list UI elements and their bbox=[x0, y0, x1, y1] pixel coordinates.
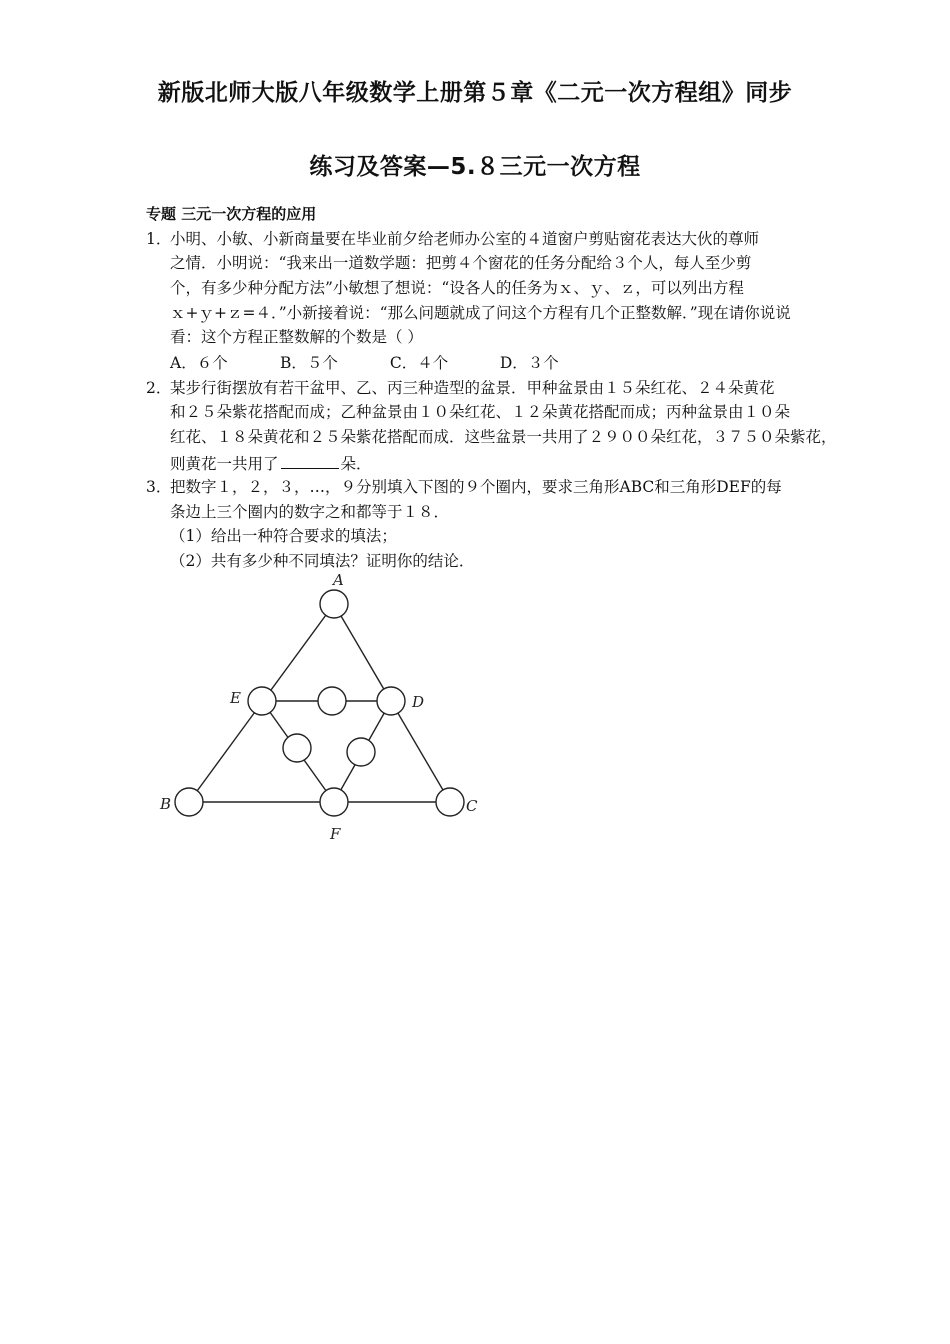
q1-option-d: D．３个 bbox=[499, 354, 559, 372]
q3-line-1: 把数字１，２，３，…，９分别填入下图的９个圈内，要求三角形ABC和三角形DEF的每 bbox=[170, 478, 782, 496]
q1-line-3: 个，有多少种分配方法”小敏想了想说：“设各人的任务为ｘ、ｙ、ｚ，可以列出方程 bbox=[170, 279, 744, 297]
q1-line-4: ｘ+ｙ+ｚ=４．”小新接着说：“那么问题就成了问这个方程有几个正整数解．”现在请你说说 bbox=[170, 304, 791, 322]
circle-ef-mid[interactable] bbox=[283, 734, 311, 762]
q1-option-b: B．５个 bbox=[279, 354, 338, 372]
q3-line-2: 条边上三个圈内的数字之和都等于１８． bbox=[170, 503, 450, 521]
q2-line-3: 红花、１８朵黄花和２５朵紫花搭配而成．这些盆景一共用了２９００朵红花，３７５０朵紫花， bbox=[170, 428, 837, 446]
label-c: C bbox=[466, 797, 478, 815]
q2-line-2: 和２５朵紫花搭配而成；乙种盆景由１０朵红花、１２朵黄花搭配而成；丙种盆景由１０朵 bbox=[170, 403, 791, 421]
circle-e[interactable] bbox=[248, 687, 276, 715]
q3-part-2: （2）共有多少种不同填法？证明你的结论． bbox=[170, 552, 475, 570]
q2-line-1: 某步行街摆放有若干盆甲、乙、丙三种造型的盆景．甲种盆景由１５朵红花、２４朵黄花 bbox=[170, 379, 775, 397]
q2-number: 2． bbox=[146, 379, 172, 397]
circle-c[interactable] bbox=[436, 788, 464, 816]
section-heading: 专题 三元一次方程的应用 bbox=[146, 205, 317, 223]
title-line-1: 新版北师大版八年级数学上册第５章《二元一次方程组》同步 bbox=[157, 80, 793, 106]
q2-last-before: 则黄花一共用了 bbox=[170, 455, 279, 473]
q1-line-5: 看：这个方程正整数解的个数是（ ） bbox=[170, 328, 423, 346]
circle-f[interactable] bbox=[320, 788, 348, 816]
q1-option-c: C．４个 bbox=[389, 354, 449, 372]
q1-number: 1． bbox=[146, 230, 172, 248]
circle-d[interactable] bbox=[377, 687, 405, 715]
circle-a[interactable] bbox=[320, 590, 348, 618]
q2-last-after: 朵． bbox=[340, 455, 372, 473]
label-b: B bbox=[160, 795, 172, 813]
q1-line-2: 之情．小明说：“我来出一道数学题：把剪４个窗花的任务分配给３个人，每人至少剪 bbox=[170, 254, 752, 272]
title-line-2: 练习及答案—5.８三元一次方程 bbox=[309, 154, 641, 180]
q1-option-a: A．６个 bbox=[170, 354, 228, 372]
q3-part-1: （1）给出一种符合要求的填法； bbox=[170, 527, 397, 545]
label-a: A bbox=[333, 571, 344, 589]
label-f: F bbox=[330, 825, 341, 843]
label-d: D bbox=[412, 693, 425, 711]
q3-number: 3． bbox=[146, 478, 172, 496]
q1-line-1: 小明、小敏、小新商量要在毕业前夕给老师办公室的４道窗户剪贴窗花表达大伙的尊师 bbox=[170, 230, 760, 248]
circle-b[interactable] bbox=[175, 788, 203, 816]
circle-ed-mid[interactable] bbox=[318, 687, 346, 715]
label-e: E bbox=[230, 689, 241, 707]
circle-df-mid[interactable] bbox=[347, 738, 375, 766]
